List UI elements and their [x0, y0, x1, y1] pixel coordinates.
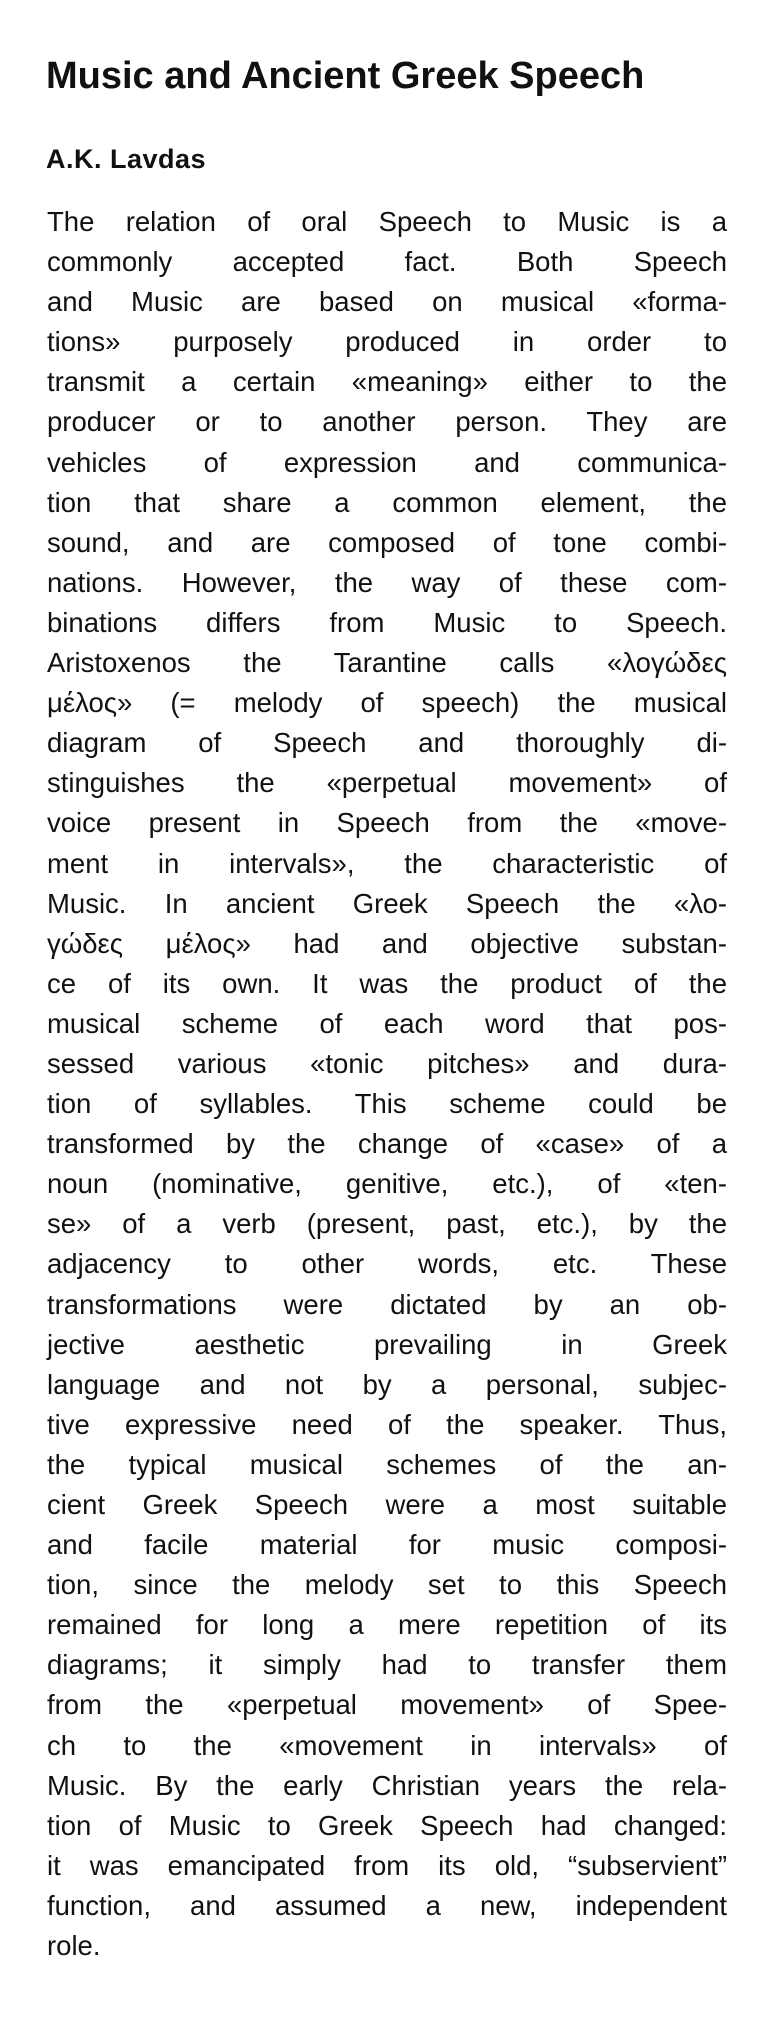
body-line: The relation of oral Speech to Music is a — [47, 206, 727, 237]
body-line: μέλος» (= melody of speech) the musical — [47, 687, 727, 719]
body-line: ment in intervals», the characteristic of — [47, 847, 727, 879]
article-body — [47, 202, 727, 1966]
body-line: binations differs from Music to Speech. — [47, 606, 727, 638]
body-line: tion, since the melody set to this Speech — [47, 1569, 727, 1601]
body-line: nations. However, the way of these com- — [47, 566, 727, 598]
body-line: role. — [47, 1930, 101, 1962]
body-line: ce of its own. It was the product of the — [47, 967, 727, 999]
body-line: function, and assumed a new, independent — [47, 1889, 727, 1921]
body-line: diagram of Speech and thoroughly di- — [47, 727, 727, 759]
body-line: Music. In ancient Greek Speech the «λο- — [47, 887, 727, 919]
body-line: transformed by the change of «case» of a — [47, 1128, 727, 1160]
body-line: sessed various «tonic pitches» and dura- — [47, 1047, 727, 1079]
body-line: it was emancipated from its old, “subservient” — [47, 1849, 727, 1881]
body-line: jective aesthetic prevailing in Greek — [47, 1328, 727, 1360]
body-line: musical scheme of each word that pos- — [47, 1007, 727, 1039]
body-line: adjacency to other words, etc. These — [47, 1248, 727, 1280]
article-author: A.K. Lavdas — [46, 144, 207, 174]
body-line: Aristoxenos the Tarantine calls «λογώδες — [47, 647, 727, 679]
body-line: tions» purposely produced in order to — [47, 326, 727, 358]
body-line: tion that share a common element, the — [47, 486, 727, 518]
body-line: from the «perpetual movement» of Spee- — [47, 1689, 727, 1721]
body-line: language and not by a personal, subjec- — [47, 1368, 727, 1400]
body-line: voice present in Speech from the «move- — [47, 807, 727, 839]
body-line: Music. By the early Christian years the rela- — [47, 1769, 727, 1801]
body-line: sound, and are composed of tone combi- — [47, 526, 727, 558]
body-line: and Music are based on musical «forma- — [47, 286, 727, 318]
body-line: commonly accepted fact. Both Speech — [47, 246, 727, 278]
body-line: se» of a verb (present, past, etc.), by the — [47, 1208, 727, 1240]
body-line: ch to the «movement in intervals» of — [47, 1729, 727, 1761]
body-line: diagrams; it simply had to transfer them — [47, 1649, 727, 1681]
body-line: tion of Music to Greek Speech had changed: — [47, 1809, 727, 1841]
body-line: the typical musical schemes of the an- — [47, 1448, 727, 1480]
body-line: transmit a certain «meaning» either to the — [47, 366, 727, 398]
body-line: stinguishes the «perpetual movement» of — [47, 767, 727, 799]
body-line: cient Greek Speech were a most suitable — [47, 1489, 727, 1520]
body-line: transformations were dictated by an ob- — [47, 1288, 727, 1320]
article-title: Music and Ancient Greek Speech — [46, 55, 645, 97]
body-line: noun (nominative, genitive, etc.), of «ten- — [47, 1168, 727, 1200]
body-line: γώδες μέλος» had and objective substan- — [47, 927, 727, 959]
body-line: and facile material for music composi- — [47, 1529, 727, 1561]
body-line: tion of syllables. This scheme could be — [47, 1088, 727, 1120]
body-line: producer or to another person. They are — [47, 406, 727, 438]
body-line: tive expressive need of the speaker. Thus, — [47, 1408, 727, 1440]
body-line: remained for long a mere repetition of its — [47, 1609, 727, 1641]
body-line: vehicles of expression and communica- — [47, 446, 727, 478]
